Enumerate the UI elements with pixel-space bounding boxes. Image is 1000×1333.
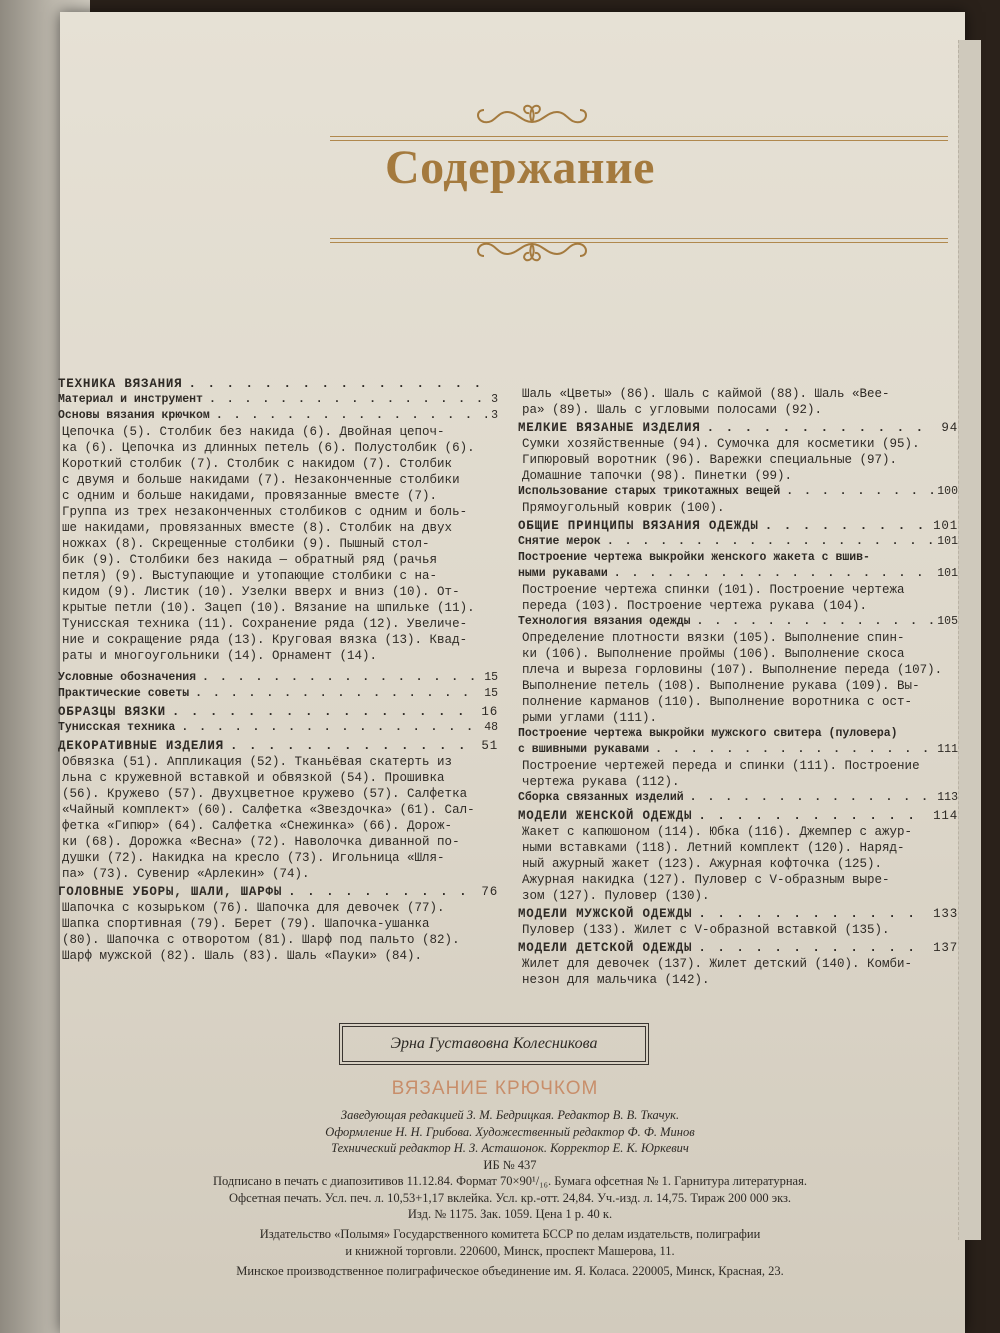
- toc-entry-text: незон для мальчика (142).: [522, 973, 710, 987]
- dot-leader: [692, 906, 929, 922]
- toc-item-title: Тунисская техника: [58, 721, 176, 734]
- toc-entry-text: Прямоугольный коврик (100).: [522, 501, 725, 515]
- book-title: ВЯЗАНИЕ КРЮЧКОМ: [391, 1078, 599, 1099]
- toc-page-number: 111: [937, 743, 958, 756]
- toc-subsection: [518, 742, 958, 758]
- top-rule: [330, 136, 948, 137]
- imprint-line: Минское производственное полиграфическое объединение им. Я. Коласа. 220005, Минск, Красная, 23.: [236, 1263, 784, 1278]
- toc-section: [518, 420, 958, 436]
- toc-entry-text: ки (68). Дорожка «Весна» (72). Наволочка диванной по-: [62, 835, 460, 849]
- imprint-line: Технический редактор Н. З. Асташонок. Корректор Е. К. Юркевич: [331, 1141, 689, 1155]
- toc-entry-text: ра» (89). Шаль с угловыми полосами (92).: [522, 403, 823, 417]
- toc-page-number: 100: [937, 485, 958, 498]
- dot-leader: [224, 738, 477, 754]
- toc-page-number: 51: [481, 739, 498, 753]
- toc-subsection: Построение чертежа выкройки женского жакета с вшив-: [518, 551, 870, 564]
- toc-entry-text: раты и многоугольники (14). Орнамент (14).: [62, 649, 378, 663]
- toc-entry-text: Группа из трех незаконченных столбиков с одним и боль-: [62, 505, 468, 519]
- dot-leader: [684, 790, 934, 806]
- toc-subsection: [58, 686, 498, 702]
- toc-entry-text: кидом (9). Листик (10). Узелки вверх и вниз (10). От-: [62, 585, 460, 599]
- toc-entry-text: Построение чертежа спинки (101). Построение чертежа: [522, 583, 905, 597]
- toc-entry-text: ки (106). Выполнение проймы (106). Выполнение скоса: [522, 647, 905, 661]
- toc-entry-text: Жилет для девочек (137). Жилет детский (140). Комби-: [522, 957, 913, 971]
- toc-page-number: 3: [491, 393, 498, 406]
- toc-item-title: ТЕХНИКА ВЯЗАНИЯ: [58, 377, 183, 391]
- toc-entry-text: Ажурная накидка (127). Пуловер с V-образным выре-: [522, 873, 890, 887]
- toc-page-number: 133: [933, 907, 958, 921]
- toc-subsection: [518, 484, 958, 500]
- dot-leader: [282, 884, 477, 900]
- imprint-line: ИБ № 437: [483, 1157, 537, 1172]
- toc-entry-text: Построение чертежей переда и спинки (111). Построение: [522, 759, 920, 773]
- toc-entry-text: Определение плотности вязки (105). Выполнение спин-: [522, 631, 905, 645]
- toc-item-title: Условные обозначения: [58, 671, 197, 684]
- imprint-line: Подписано в печать с диапозитивов 11.12.84. Формат 70×90¹/₁₆. Бумага офсетная № 1. Гарнитура литературная.: [213, 1174, 807, 1188]
- toc-item-title: ными рукавами: [518, 567, 608, 580]
- toc-entry-text: ние и сокращение ряда (13). Круговая вязка (13). Квад-: [62, 633, 468, 647]
- toc-entry-text: Шапочка с козырьком (76). Шапочка для девочек (77).: [62, 901, 445, 915]
- toc-subsection: Построение чертежа выкройки мужского свитера (пуловера): [518, 727, 898, 740]
- imprint-line: Оформление Н. Н. Грибова. Художественный редактор Ф. Ф. Минов: [325, 1124, 695, 1139]
- toc-page-number: 137: [933, 941, 958, 955]
- toc-section: [518, 940, 958, 956]
- toc-item-title: Технология вязания одежды: [518, 615, 691, 628]
- toc-entry-text: зом (127). Пуловер (130).: [522, 889, 710, 903]
- toc-subsection: [518, 566, 958, 582]
- toc-item-title: Материал и инструмент: [58, 393, 203, 406]
- dot-leader: [691, 614, 934, 630]
- toc-entry-text: Шаль «Цветы» (86). Шаль с каймой (88). Шаль «Вее-: [522, 387, 890, 401]
- dot-leader: [210, 408, 487, 424]
- toc-section: [58, 376, 498, 392]
- toc-item-title: МОДЕЛИ ЖЕНСКОЙ ОДЕЖДЫ: [518, 809, 693, 823]
- toc-item-title: МЕЛКИЕ ВЯЗАНЫЕ ИЗДЕЛИЯ: [518, 421, 701, 435]
- toc-page-number: 101: [937, 535, 958, 548]
- toc-page-number: 101: [933, 519, 958, 533]
- toc-entry-text: Шапка спортивная (79). Берет (79). Шапочка-ушанка: [62, 917, 430, 931]
- page-title: Содержание: [385, 141, 655, 194]
- dot-leader: [203, 392, 487, 408]
- toc-page-number: 48: [484, 721, 498, 734]
- dot-leader: [175, 720, 480, 736]
- toc-item-title: МОДЕЛИ ДЕТСКОЙ ОДЕЖДЫ: [518, 941, 693, 955]
- toc-entry-text: (56). Кружево (57). Двухцветное кружево (57). Салфетка: [62, 787, 468, 801]
- dot-leader: [183, 376, 494, 392]
- toc-entry-text: Шарф мужской (82). Шаль (83). Шаль «Пауки» (84).: [62, 949, 423, 963]
- toc-page-number: 3: [491, 409, 498, 422]
- toc-entry-text: фетка «Гипюр» (64). Салфетка «Снежинка» (66). Дорож-: [62, 819, 453, 833]
- imprint-line: Издательство «Полымя» Государственного комитета БССР по делам издательств, полиграфии: [259, 1227, 761, 1241]
- toc-page-number: 76: [481, 885, 498, 899]
- toc-section: [58, 884, 498, 900]
- toc-item-title: МОДЕЛИ МУЖСКОЙ ОДЕЖДЫ: [518, 907, 693, 921]
- toc-entry-text: петля) (9). Выступающие и утопающие столбики с на-: [62, 569, 438, 583]
- toc-entry-text: рыми углами (111).: [522, 711, 658, 725]
- dot-leader: [189, 686, 480, 702]
- toc-entry-text: ше накидами, провязанных вместе (8). Столбик на двух: [62, 521, 453, 535]
- toc-page-number: 16: [481, 705, 498, 719]
- toc-subsection: [518, 790, 958, 806]
- toc-section: [518, 518, 958, 534]
- toc-entry-text: Тунисская техника (11). Сохранение ряда (12). Увеличе-: [62, 617, 468, 631]
- toc-page-number: 101: [937, 567, 958, 580]
- toc-item-title: ДЕКОРАТИВНЫЕ ИЗДЕЛИЯ: [58, 739, 225, 753]
- toc-subsection: [58, 408, 498, 424]
- toc-right-column: [518, 386, 958, 988]
- toc-subsection: [58, 720, 498, 736]
- page-edge: [958, 40, 981, 1240]
- toc-section: [518, 906, 958, 922]
- toc-item-title: ОБРАЗЦЫ ВЯЗКИ: [58, 705, 166, 719]
- dot-leader: [701, 420, 938, 436]
- toc-entry-text: Домашние тапочки (98). Пинетки (99).: [522, 469, 793, 483]
- dot-leader: [759, 518, 929, 534]
- imprint-line: Офсетная печать. Усл. печ. л. 10,53+1,17 вклейка. Усл. кр.-отт. 24,84. Уч.-изд. л. 14,75. Тираж 200 000 экз.: [228, 1190, 792, 1205]
- bottom-rule: [330, 238, 948, 239]
- toc-page-number: 15: [484, 687, 498, 700]
- toc-entry-text: Пуловер (133). Жилет с V-образной вставкой (135).: [522, 923, 890, 937]
- toc-section: [58, 704, 498, 720]
- toc-subsection: [58, 392, 498, 408]
- toc-entry-text: плеча и выреза горловины (107). Выполнение переда (107).: [522, 663, 943, 677]
- toc-subsection: [518, 614, 958, 630]
- author-name: Эрна Густавовна Колесникова: [342, 1026, 646, 1062]
- toc-item-title: Использование старых трикотажных вещей: [518, 485, 781, 498]
- toc-page-number: 113: [937, 791, 958, 804]
- toc-page-number: 105: [937, 615, 958, 628]
- toc-entry-text: бик (9). Столбики без накида — обратный ряд (рачья: [62, 553, 438, 567]
- top-ornament: [462, 92, 602, 136]
- toc-page-number: 94: [941, 421, 958, 435]
- toc-entry-text: Короткий столбик (7). Столбик с накидом (7). Столбик: [62, 457, 453, 471]
- toc-entry-text: ными вставками (118). Летний комплект (120). Наряд-: [522, 841, 905, 855]
- toc-entry-text: Обвязка (51). Аппликация (52). Тканьёвая скатерть из: [62, 755, 453, 769]
- toc-entry-text: «Чайный комплект» (60). Салфетка «Звездочка» (61). Сал-: [62, 803, 475, 817]
- toc-entry-text: полнение карманов (110). Выполнение воротника с ост-: [522, 695, 913, 709]
- toc-entry-text: крытые петли (10). Зацеп (10). Вязание на шпильке (11).: [62, 601, 475, 615]
- toc-item-title: ОБЩИЕ ПРИНЦИПЫ ВЯЗАНИЯ ОДЕЖДЫ: [518, 519, 759, 533]
- toc-page-number: 15: [484, 671, 498, 684]
- dot-leader: [649, 742, 933, 758]
- toc-item-title: Практические советы: [58, 687, 190, 700]
- toc-entry-text: переда (103). Построение чертежа рукава (104).: [522, 599, 868, 613]
- toc-item-title: Снятие мерок: [518, 535, 601, 548]
- toc-entry-text: Цепочка (5). Столбик без накида (6). Двойная цепоч-: [62, 425, 445, 439]
- bottom-ornament: [462, 230, 602, 274]
- toc-entry-text: ка (6). Цепочка из длинных петель (6). Полустолбик (6).: [62, 441, 475, 455]
- toc-item-title: Сборка связанных изделий: [518, 791, 684, 804]
- imprint-line: Изд. № 1175. Зак. 1059. Цена 1 р. 40 к.: [407, 1207, 613, 1221]
- toc-entry-text: с одним и больше накидами, провязанные вместе (7).: [62, 489, 438, 503]
- toc-entry-text: Жакет с капюшоном (114). Юбка (116). Джемпер с ажур-: [522, 825, 913, 839]
- imprint-line: и книжной торговли. 220600, Минск, проспект Машерова, 11.: [345, 1243, 675, 1258]
- toc-subsection: [58, 670, 498, 686]
- toc-subsection: [518, 534, 958, 550]
- toc-entry-text: Гипюровый воротник (96). Варежки специальные (97).: [522, 453, 898, 467]
- dot-leader: [608, 566, 934, 582]
- toc-entry-text: Выполнение петель (108). Выполнение рукава (109). Вы-: [522, 679, 920, 693]
- toc-item-title: с вшивными рукавами: [518, 743, 650, 756]
- toc-page-number: 114: [933, 809, 958, 823]
- toc-entry-text: па» (73). Сувенир «Арлекин» (74).: [62, 867, 310, 881]
- toc-section: [58, 738, 498, 754]
- toc-entry-text: ный ажурный жакет (123). Ажурная кофточка (125).: [522, 857, 883, 871]
- dot-leader: [196, 670, 480, 686]
- toc-entry-text: льна с кружевной вставкой и обвязкой (54). Прошивка: [62, 771, 445, 785]
- toc-entry-text: с двумя и больше накидами (7). Незаконченные столбики: [62, 473, 460, 487]
- dot-leader: [692, 808, 929, 824]
- imprint-line: Заведующая редакцией З. М. Бедрицкая. Редактор В. В. Ткачук.: [340, 1108, 680, 1122]
- bottom-rule-2: [330, 242, 948, 243]
- toc-entry-text: душки (72). Накидка на кресло (73). Игольница «Шля-: [62, 851, 445, 865]
- dot-leader: [692, 940, 929, 956]
- toc-entry-text: Сумки хозяйственные (94). Сумочка для косметики (95).: [522, 437, 920, 451]
- toc-section: [518, 808, 958, 824]
- toc-left-column: [58, 374, 498, 964]
- dot-leader: [601, 534, 933, 550]
- toc-entry-text: ножках (8). Скрещенные столбики (9). Пышный стол-: [62, 537, 430, 551]
- toc-entry-text: чертежа рукава (112).: [522, 775, 680, 789]
- toc-item-title: ГОЛОВНЫЕ УБОРЫ, ШАЛИ, ШАРФЫ: [58, 885, 283, 899]
- toc-item-title: Основы вязания крючком: [58, 409, 210, 422]
- dot-leader: [166, 704, 477, 720]
- toc-entry-text: (80). Шапочка с отворотом (81). Шарф под пальто (82).: [62, 933, 460, 947]
- dot-leader: [780, 484, 933, 500]
